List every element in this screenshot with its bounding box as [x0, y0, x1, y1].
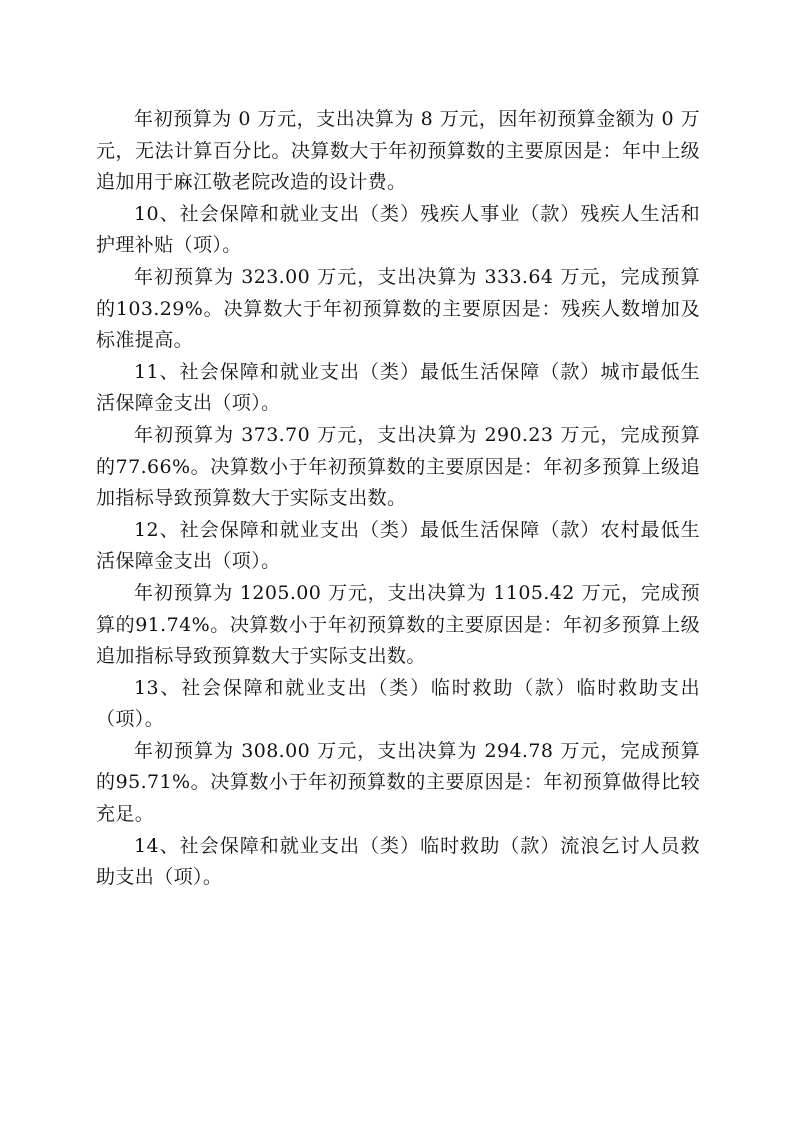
- item-heading-12: 12、社会保障和就业支出（类）最低生活保障（款）农村最低生活保障金支出（项）。: [96, 518, 700, 573]
- budget-paragraph-12: 年初预算为 1205.00 万元，支出决算为 1105.42 万元，完成预算的91.74%。决算数小于年初预算数的主要原因是：年初多预算上级追加指标导致预算数大于实际支出数。: [96, 581, 700, 668]
- item-heading-11: 11、社会保障和就业支出（类）最低生活保障（款）城市最低生活保障金支出（项）。: [96, 360, 700, 415]
- document-body: [96, 104, 700, 894]
- item-heading-14: 14、社会保障和就业支出（类）临时救助（款）流浪乞讨人员救助支出（项）。: [96, 834, 700, 889]
- item-heading-10: 10、社会保障和就业支出（类）残疾人事业（款）残疾人生活和护理补贴（项）。: [96, 202, 700, 257]
- budget-paragraph-10: 年初预算为 323.00 万元，支出决算为 333.64 万元，完成预算的103.29%。决算数大于年初预算数的主要原因是：残疾人数增加及标准提高。: [96, 265, 700, 352]
- budget-paragraph-13: 年初预算为 308.00 万元，支出决算为 294.78 万元，完成预算的95.71%。决算数小于年初预算数的主要原因是：年初预算做得比较充足。: [96, 739, 700, 826]
- item-heading-13: 13、社会保障和就业支出（类）临时救助（款）临时救助支出（项）。: [96, 676, 700, 731]
- budget-paragraph-0: 年初预算为 0 万元，支出决算为 8 万元，因年初预算金额为 0 万元，无法计算百分比。决算数大于年初预算数的主要原因是：年中上级追加用于麻江敬老院改造的设计费。: [96, 108, 700, 194]
- budget-paragraph-11: 年初预算为 373.70 万元，支出决算为 290.23 万元，完成预算的77.66%。决算数小于年初预算数的主要原因是：年初多预算上级追加指标导致预算数大于实际支出数。: [96, 423, 700, 510]
